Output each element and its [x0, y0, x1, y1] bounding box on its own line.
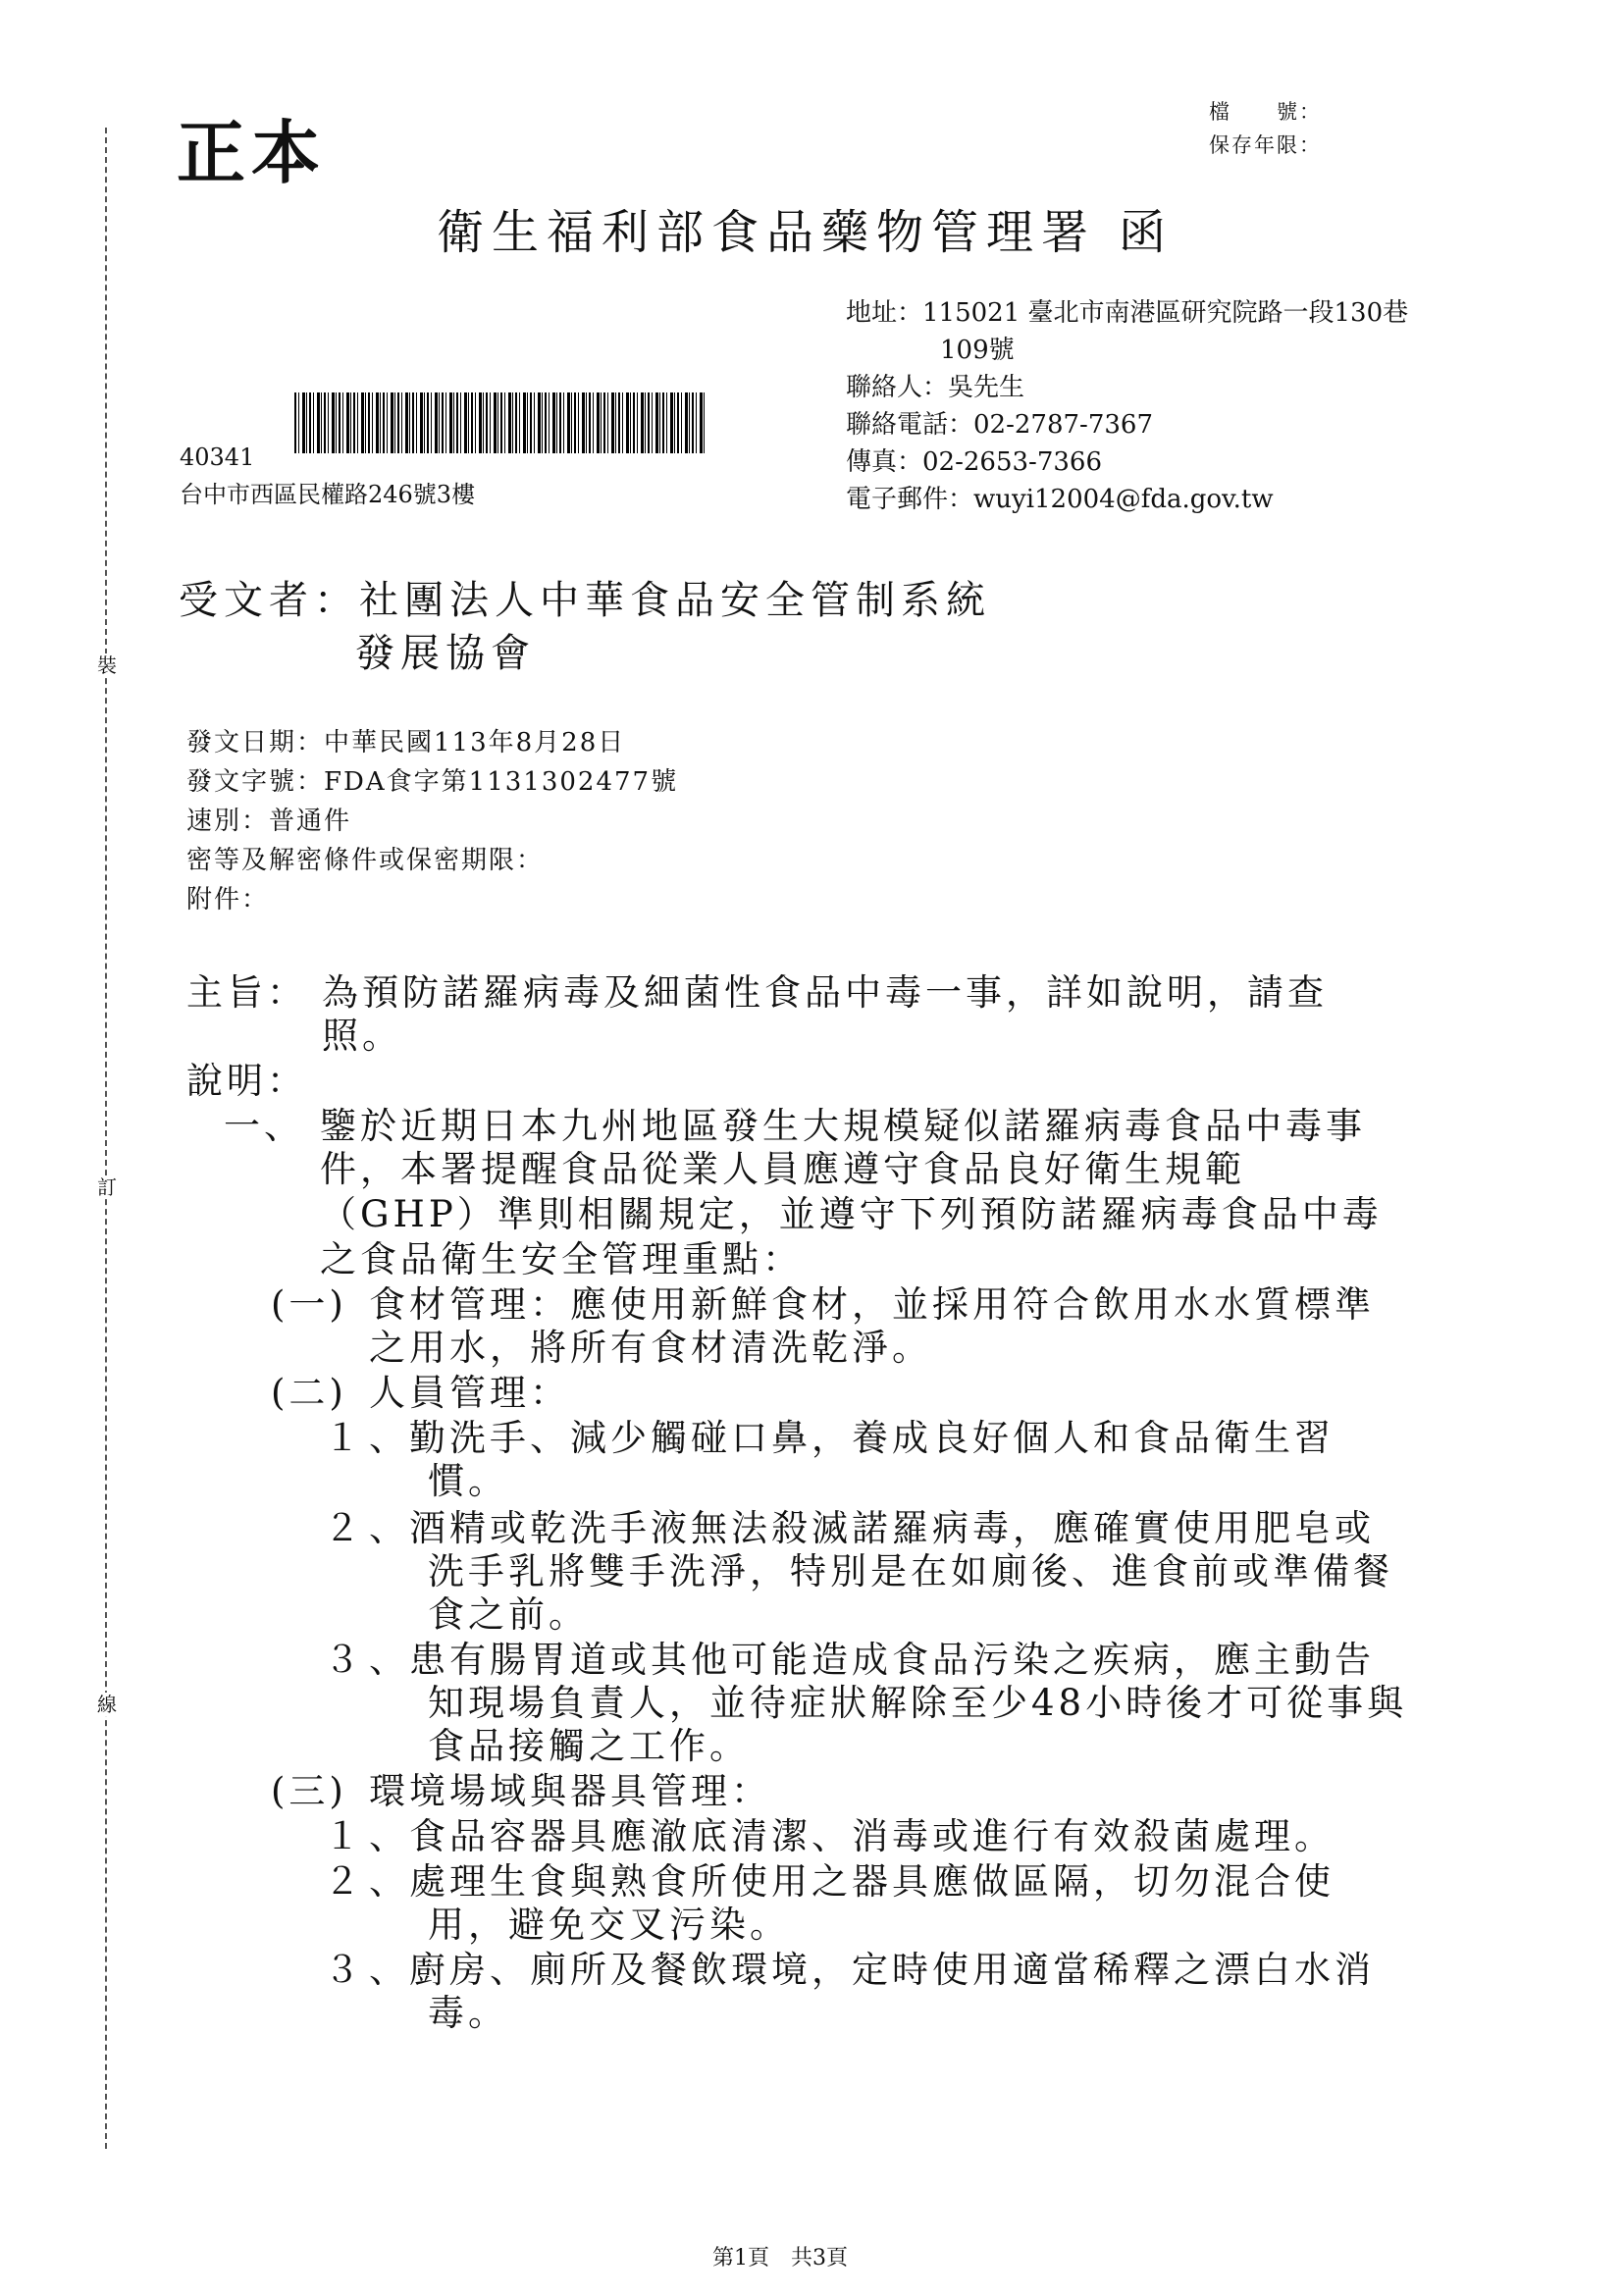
delivery-speed: 速別：普通件: [186, 807, 352, 836]
subitem-number: (二): [271, 1372, 347, 1414]
sender-fax: 傳真：02-2653-7366: [846, 447, 1102, 477]
agency-title: 衛生福利部食品藥物管理署: [437, 205, 1097, 260]
subitem-number: (一): [271, 1283, 347, 1326]
binding-line: [105, 128, 107, 2149]
point-text-line: 用，避免交叉污染。: [428, 1904, 790, 1946]
item-text-line: （GHP）準則相關規定，並遵守下列預防諾羅病毒食品中毒: [320, 1193, 1383, 1235]
point-number: ２: [324, 1507, 364, 1549]
mailing-address: 台中市西區民權路246號3樓: [180, 481, 476, 508]
point-number: １: [324, 1815, 364, 1857]
subitem-text-line: 食材管理：應使用新鮮食材，並採用符合飲用水水質標準: [369, 1283, 1375, 1326]
point-text-line: 、食品容器具應澈底清潔、消毒或進行有效殺菌處理。: [369, 1815, 1335, 1857]
secrecy-level: 密等及解密條件或保密期限：: [186, 846, 545, 875]
subject-label: 主旨：: [186, 971, 307, 1014]
item-text-line: 之食品衛生安全管理重點：: [320, 1238, 803, 1280]
postal-code: 40341: [180, 444, 255, 471]
attachment-label: 附件：: [186, 885, 270, 914]
document-number: 發文字號：FDA食字第1131302477號: [186, 767, 679, 797]
point-text-line: 毒。: [428, 1992, 508, 2034]
item-text-line: 鑒於近期日本九州地區發生大規模疑似諾羅病毒食品中毒事: [320, 1105, 1366, 1147]
binding-mark: 訂: [97, 1175, 117, 1199]
point-text-line: 、患有腸胃道或其他可能造成食品污染之疾病，應主動告: [369, 1639, 1375, 1681]
explanation-label: 說明：: [186, 1060, 307, 1102]
item-number: 一、: [224, 1105, 304, 1147]
subitem-title: 環境場域與器具管理：: [369, 1770, 771, 1812]
original-copy-stamp: 正本: [177, 112, 326, 193]
point-text-line: 、酒精或乾洗手液無法殺滅諾羅病毒，應確實使用肥皂或: [369, 1507, 1375, 1549]
sender-email: 電子郵件：wuyi12004@fda.gov.tw: [846, 485, 1274, 514]
binding-mark: 裝: [97, 653, 117, 677]
point-text-line: 、廚房、廁所及餐飲環境，定時使用適當稀釋之漂白水消: [369, 1949, 1375, 1991]
point-text-line: 、勤洗手、減少觸碰口鼻，養成良好個人和食品衛生習: [369, 1417, 1335, 1459]
recipient-line2: 發展協會: [355, 631, 536, 676]
item-text-line: 件，本署提醒食品從業人員應遵守食品良好衛生規範: [320, 1148, 1245, 1190]
point-number: １: [324, 1417, 364, 1459]
sender-address-line2: 109號: [940, 336, 1015, 365]
point-number: ２: [324, 1860, 364, 1903]
point-text-line: 食品接觸之工作。: [428, 1725, 750, 1767]
page-number: 第1頁 共3頁: [712, 2246, 848, 2270]
point-text-line: 慣。: [428, 1460, 508, 1502]
point-text-line: 、處理生食與熟食所使用之器具應做區隔，切勿混合使: [369, 1860, 1335, 1903]
point-number: ３: [324, 1639, 364, 1681]
subject-line: 照。: [322, 1015, 402, 1057]
point-number: ３: [324, 1949, 364, 1991]
binding-mark: 線: [97, 1693, 117, 1716]
subject-line: 為預防諾羅病毒及細菌性食品中毒一事，詳如說明，請查: [322, 971, 1328, 1014]
document-type: 函: [1119, 205, 1167, 260]
file-number-label: 檔 號：: [1209, 100, 1322, 124]
sender-contact: 聯絡人：吳先生: [846, 373, 1025, 402]
point-text-line: 知現場負責人，並待症狀解除至少48小時後才可從事與: [428, 1682, 1408, 1724]
retention-period-label: 保存年限：: [1209, 133, 1322, 157]
point-text-line: 食之前。: [428, 1593, 589, 1636]
subitem-number: (三): [271, 1770, 347, 1812]
recipient-line1: 受文者：社團法人中華食品安全管制系統: [179, 578, 991, 623]
subitem-text-line: 之用水，將所有食材清洗乾淨。: [369, 1327, 932, 1369]
point-text-line: 洗手乳將雙手洗淨，特別是在如廁後、進食前或準備餐: [428, 1550, 1393, 1592]
sender-address-line1: 地址：115021 臺北市南港區研究院路一段130巷: [846, 298, 1409, 328]
barcode: [294, 392, 705, 453]
subitem-title: 人員管理：: [369, 1372, 570, 1414]
issue-date: 發文日期：中華民國113年8月28日: [186, 728, 626, 757]
sender-phone: 聯絡電話：02-2787-7367: [846, 410, 1153, 440]
